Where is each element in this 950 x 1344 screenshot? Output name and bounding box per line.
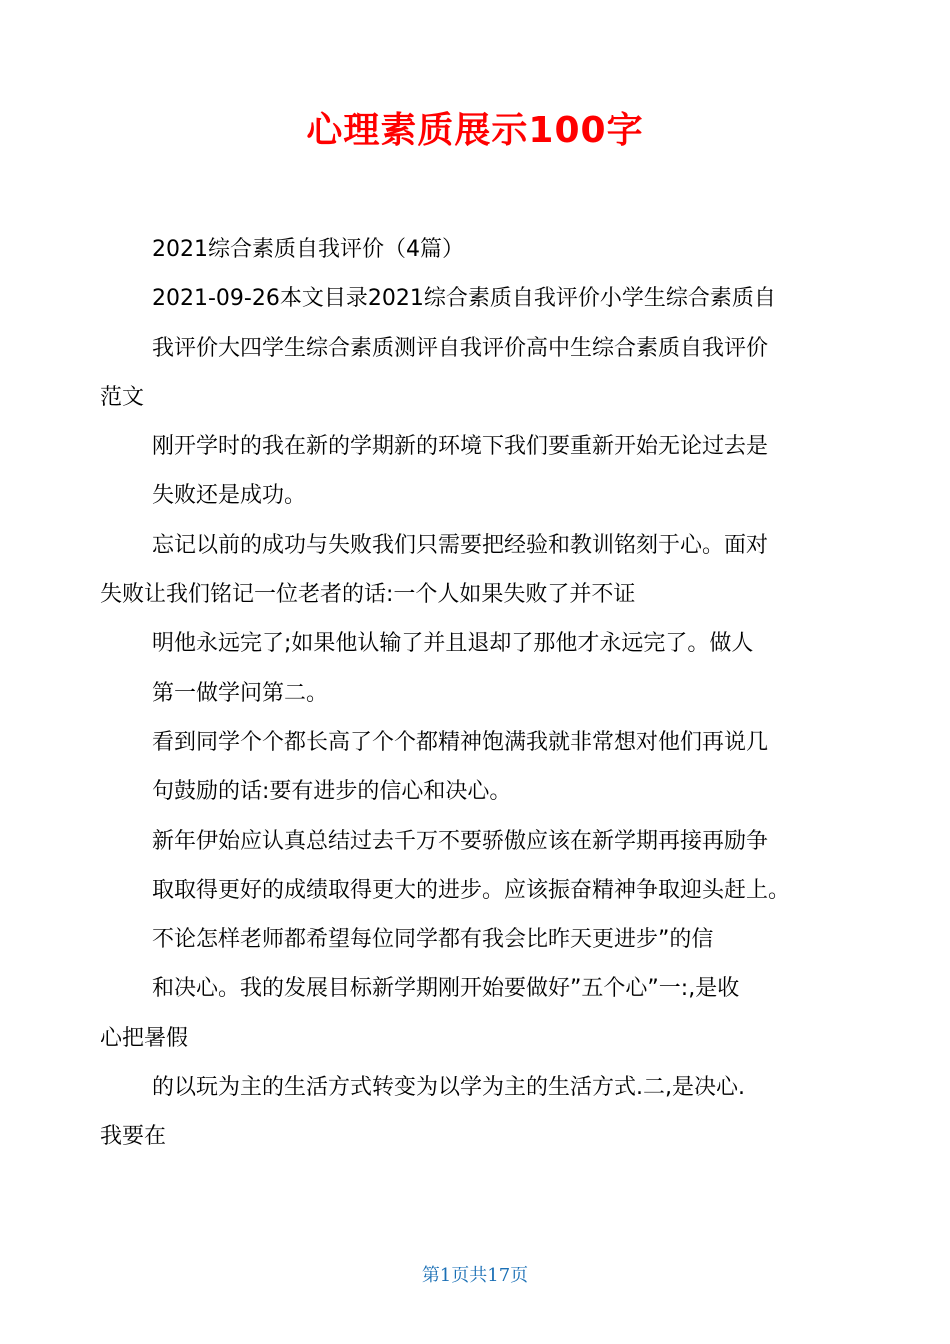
paragraph-line: 心把暑假 bbox=[100, 1025, 189, 1051]
paragraph-line: 不论怎样老师都希望每位同学都有我会比昨天更进步”的信 bbox=[152, 927, 714, 953]
page-number-footer: 第1页共17页 bbox=[421, 1265, 529, 1286]
document-title: 心理素质展示100字 bbox=[306, 110, 644, 151]
paragraph-line: 失败还是成功。 bbox=[152, 483, 307, 509]
paragraph-line: 第一做学问第二。 bbox=[152, 680, 329, 706]
paragraph-line: 2021综合素质自我评价（4篇） bbox=[152, 237, 464, 262]
paragraph-line: 刚开学时的我在新的学期新的环境下我们要重新开始无论过去是 bbox=[152, 434, 769, 460]
paragraph-line: 取取得更好的成绩取得更大的进步。应该振奋精神争取迎头赶上。 bbox=[152, 877, 791, 903]
paragraph-line: 的以玩为主的生活方式转变为以学为主的生活方式.二,是决心. bbox=[152, 1075, 745, 1101]
paragraph-line: 忘记以前的成功与失败我们只需要把经验和教训铭刻于心。面对 bbox=[152, 532, 769, 558]
paragraph-line: 我评价大四学生综合素质测评自我评价高中生综合素质自我评价 bbox=[152, 335, 769, 361]
paragraph-line: 明他永远完了;如果他认输了并且退却了那他才永远完了。做人 bbox=[152, 631, 754, 657]
paragraph-line: 看到同学个个都长高了个个都精神饱满我就非常想对他们再说几 bbox=[152, 729, 769, 755]
paragraph-line: 2021-09-26本文目录2021综合素质自我评价小学生综合素质自 bbox=[152, 286, 776, 312]
document-body bbox=[100, 225, 870, 1162]
paragraph-line: 我要在 bbox=[100, 1124, 167, 1150]
paragraph-line: 和决心。我的发展目标新学期刚开始要做好”五个心”一:,是收 bbox=[152, 976, 740, 1002]
paragraph-line: 范文 bbox=[100, 384, 145, 410]
paragraph-line: 句鼓励的话:要有进步的信心和决心。 bbox=[152, 779, 512, 805]
paragraph-line: 新年伊始应认真总结过去千万不要骄傲应该在新学期再接再励争 bbox=[152, 828, 769, 854]
paragraph-line: 失败让我们铭记一位老者的话:一个人如果失败了并不证 bbox=[100, 582, 636, 608]
